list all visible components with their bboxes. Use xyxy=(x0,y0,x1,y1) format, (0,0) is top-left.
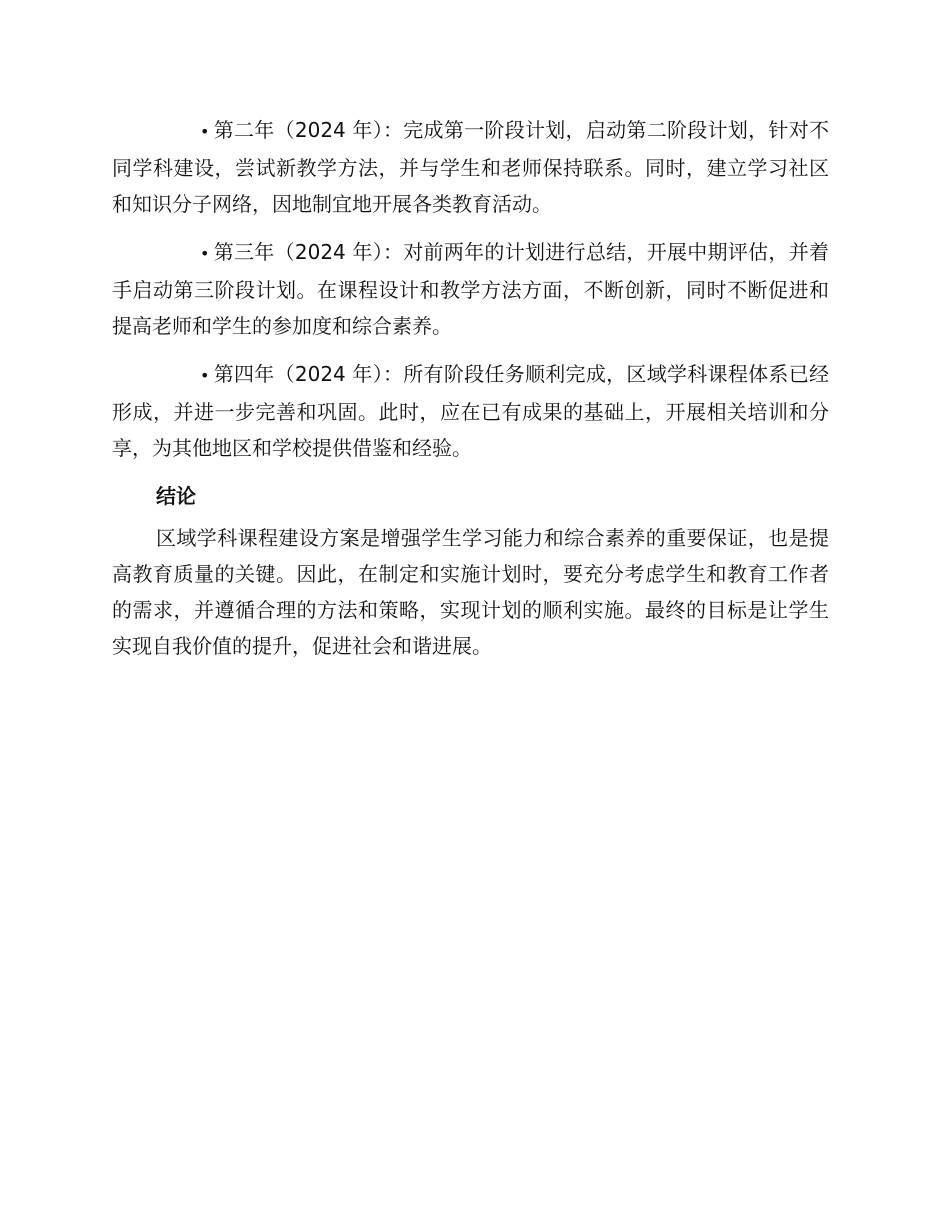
bullet-dot: • xyxy=(200,366,210,385)
timeline-item-year-3 xyxy=(112,234,829,344)
timeline-item-text: 第四年（2024 年）：所有阶段任务顺利完成，区域学科课程体系已经形成，并进一步完善和巩固。此时，应在已有成果的基础上，开展相关培训和分享，为其他地区和学校提供借鉴和经验。 xyxy=(112,362,829,460)
timeline-item-year-2 xyxy=(112,112,829,222)
document-page xyxy=(112,112,829,676)
conclusion-body: 区域学科课程建设方案是增强学生学习能力和综合素养的重要保证，也是提高教育质量的关键。因此，在制定和实施计划时，要充分考虑学生和教育工作者的需求，并遵循合理的方法和策略，实现计划的顺利实施。最终的目标是让学生实现自我价值的提升，促进社会和谐进展。 xyxy=(112,526,829,658)
timeline-item-year-4 xyxy=(112,356,829,466)
bullet-dot: • xyxy=(200,122,210,141)
bullet-dot: • xyxy=(200,244,210,263)
conclusion-heading: 结论 xyxy=(156,484,196,508)
timeline-item-text: 第三年（2024 年）：对前两年的计划进行总结，开展中期评估，并着手启动第三阶段计划。在课程设计和教学方法方面，不断创新，同时不断促进和提高老师和学生的参加度和综合素养。 xyxy=(112,240,829,338)
timeline-item-text: 第二年（2024 年）：完成第一阶段计划，启动第二阶段计划，针对不同学科建设，尝试新教学方法，并与学生和老师保持联系。同时，建立学习社区和知识分子网络，因地制宜地开展各类教育活动。 xyxy=(112,118,829,216)
